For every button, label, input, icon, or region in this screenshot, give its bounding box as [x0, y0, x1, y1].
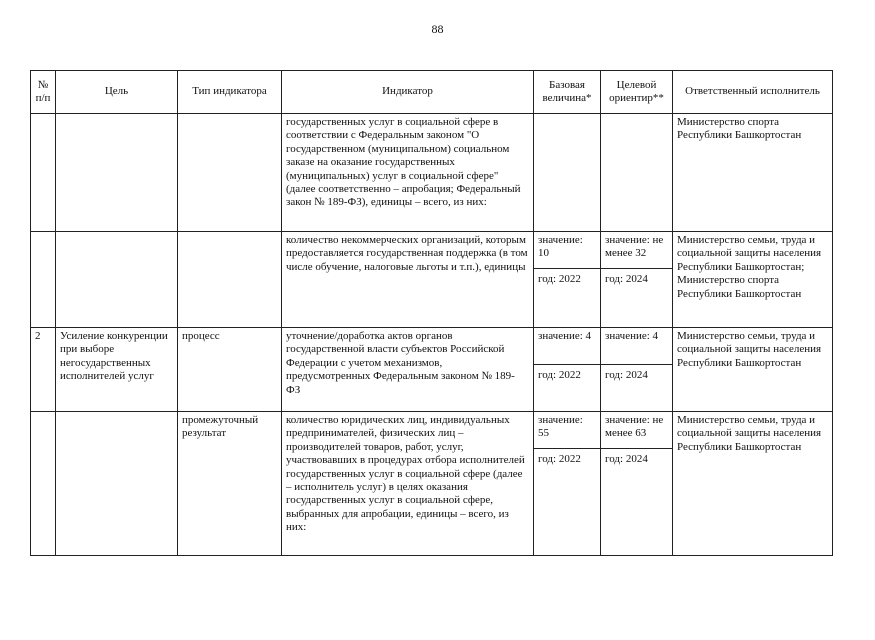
indicator-table — [30, 70, 833, 556]
cell-goal — [56, 114, 178, 232]
cell-indicator: количество некоммерческих организаций, которым предоставляется государственная поддержка (в том числе обучение, налоговые льготы и т.п.), единицы — [282, 232, 534, 328]
base-value: значение: 10 — [538, 234, 583, 260]
cell-num — [31, 232, 56, 328]
cell-base — [534, 412, 601, 556]
target-value: значение: 4 — [605, 330, 659, 342]
cell-num: 2 — [31, 328, 56, 412]
cell-indicator: уточнение/доработка актов органов государственной власти субъектов Российской Федерации с учетом механизмов, предусмотренных Федеральным законом № 189-ФЗ — [282, 328, 534, 412]
header-type: Тип индикатора — [178, 71, 282, 114]
cell-base — [534, 328, 601, 412]
cell-goal — [56, 232, 178, 328]
cell-target — [601, 114, 673, 232]
cell-num — [31, 114, 56, 232]
target-year: год: 2024 — [601, 448, 672, 466]
cell-type: промежуточный результат — [178, 412, 282, 556]
base-year: год: 2022 — [534, 448, 600, 466]
cell-base — [534, 114, 601, 232]
cell-type: процесс — [178, 328, 282, 412]
table-row — [31, 232, 833, 328]
table-row — [31, 412, 833, 556]
base-value: значение: 4 — [538, 330, 592, 342]
header-goal: Цель — [56, 71, 178, 114]
header-base: Базовая величина* — [534, 71, 601, 114]
cell-type — [178, 114, 282, 232]
cell-target — [601, 412, 673, 556]
base-value: значение: 55 — [538, 414, 583, 440]
cell-num — [31, 412, 56, 556]
header-num: № п/п — [31, 71, 56, 114]
cell-indicator: количество юридических лиц, индивидуальных предпринимателей, физических лиц – производителей товаров, работ, услуг, участвовавших в процедурах отбора исполнителей государственных услуг в социальной сфере (далее – исполнитель услуг) в целях оказания государственных услуг в социальной сфере, выбранных для апробации, единицы – всего, из них: — [282, 412, 534, 556]
table-row — [31, 328, 833, 412]
cell-indicator: государственных услуг в социальной сфере в соответствии с Федеральным законом "О государственном (муниципальном) социальном заказе на оказание государственных (муниципальных) услуг в социальной сфере" (далее соответственно – апробация; Федеральный закон № 189-ФЗ), единицы – всего, из них: — [282, 114, 534, 232]
cell-goal: Усиление конкуренции при выборе негосударственных исполнителей услуг — [56, 328, 178, 412]
header-target: Целевой ориентир** — [601, 71, 673, 114]
table-row — [31, 114, 833, 232]
page-number: 88 — [431, 22, 444, 36]
header-indicator: Индикатор — [282, 71, 534, 114]
cell-executor: Министерство спорта Республики Башкортостан — [673, 114, 833, 232]
table-header-row — [31, 71, 833, 114]
cell-target — [601, 328, 673, 412]
cell-goal — [56, 412, 178, 556]
cell-executor: Министерство семьи, труда и социальной защиты населения Республики Башкортостан; Министерство спорта Республики Башкортостан — [673, 232, 833, 328]
cell-executor: Министерство семьи, труда и социальной защиты населения Республики Башкортостан — [673, 412, 833, 556]
cell-base — [534, 232, 601, 328]
target-year: год: 2024 — [601, 364, 672, 382]
target-value: значение: не менее 32 — [605, 234, 664, 260]
cell-type — [178, 232, 282, 328]
cell-target — [601, 232, 673, 328]
header-executor: Ответственный исполнитель — [673, 71, 833, 114]
cell-executor: Министерство семьи, труда и социальной защиты населения Республики Башкортостан — [673, 328, 833, 412]
base-year: год: 2022 — [534, 364, 600, 382]
target-value: значение: не менее 63 — [605, 414, 664, 440]
target-year: год: 2024 — [601, 268, 672, 286]
base-year: год: 2022 — [534, 268, 600, 286]
